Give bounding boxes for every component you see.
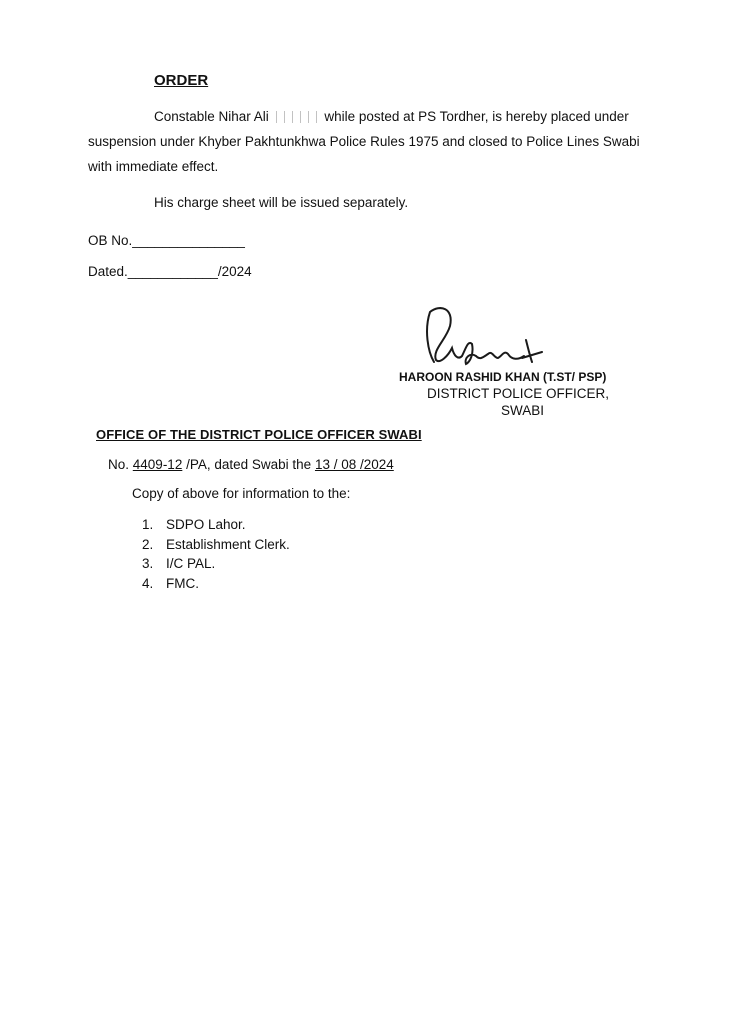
office-heading: OFFICE OF THE DISTRICT POLICE OFFICER SWABI: [96, 427, 422, 442]
dispatch-number: 4409-12: [132, 457, 183, 472]
list-number: 4.: [142, 575, 154, 591]
list-item: [142, 535, 290, 555]
list-item: [142, 574, 290, 594]
ob-number-line: OB No._______________: [88, 233, 245, 248]
officer-place: SWABI: [501, 403, 545, 418]
order-text-part2: while posted at PS Tordher, is hereby placed under suspension under Khyber Pakhtunkhwa Police Rules 1975 and closed to Police Lines Swabi with immediate effect.: [88, 109, 640, 174]
charge-sheet-line: His charge sheet will be issued separately.: [154, 195, 409, 210]
list-number: 2.: [142, 536, 154, 552]
handwritten-signature: [418, 300, 558, 380]
order-title: ORDER: [154, 72, 209, 89]
redaction-mark: [273, 111, 321, 123]
list-text: I/C PAL.: [166, 556, 216, 571]
officer-designation: DISTRICT POLICE OFFICER,: [427, 386, 610, 401]
list-text: Establishment Clerk.: [166, 536, 290, 552]
dispatch-date: 13 / 08 /2024: [314, 457, 394, 472]
list-text: FMC.: [166, 575, 199, 591]
copy-line: Copy of above for information to the:: [132, 486, 351, 501]
list-text: SDPO Lahor.: [166, 517, 246, 532]
officer-name: HAROON RASHID KHAN (T.ST/ PSP): [399, 370, 607, 384]
list-number: 3.: [142, 556, 154, 571]
dated-line: Dated.____________/2024: [88, 264, 252, 279]
order-paragraph: [88, 104, 648, 179]
recipient-list: [142, 515, 290, 593]
list-number: 1.: [142, 517, 154, 532]
list-item: [142, 554, 290, 574]
list-item: [142, 515, 290, 535]
dispatch-no-prefix: No.: [108, 457, 130, 472]
dispatch-line: [108, 457, 394, 472]
dispatch-mid-text: /PA, dated Swabi the: [186, 457, 312, 472]
order-text-part1: Constable Nihar Ali: [154, 109, 269, 124]
